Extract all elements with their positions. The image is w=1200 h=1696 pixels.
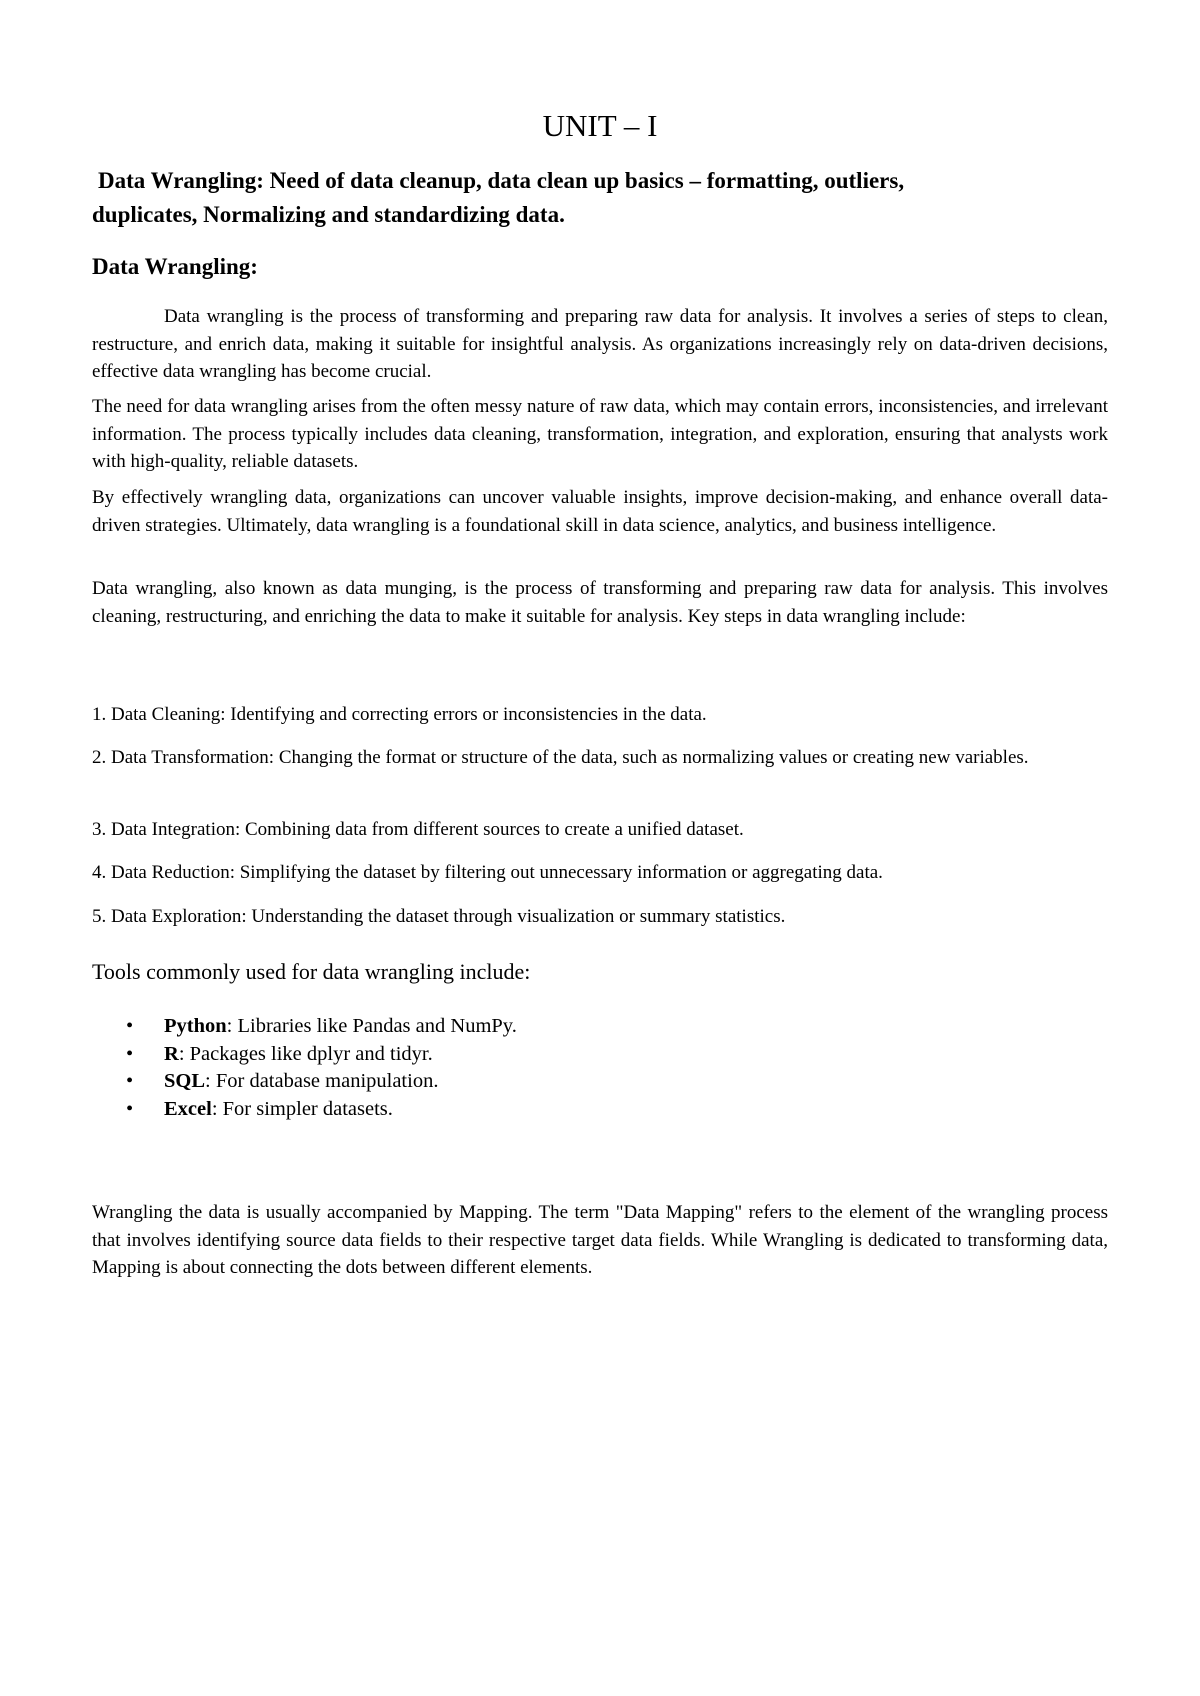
unit-title: UNIT – I [542, 108, 658, 143]
tool-description: : For database manipulation. [205, 1070, 439, 1092]
need-paragraph: The need for data wrangling arises from the often messy nature of raw data, which may contain errors, inconsistencies, and irrelevant information. The process typically includes data cleaning, transformation, integration, and exploration, ensuring that analysts work with high-quality, reliable datasets. [92, 396, 1108, 472]
subtitle-line-2: duplicates, Normalizing and standardizing data. [92, 202, 565, 227]
bullet-icon: • [126, 1070, 134, 1092]
topics-subtitle [92, 164, 1108, 232]
tool-description: : Packages like dplyr and tidyr. [178, 1042, 433, 1065]
step-item: 1. Data Cleaning: Identifying and correcting errors or inconsistencies in the data. [92, 704, 707, 725]
tools-intro: Tools commonly used for data wrangling include: [92, 959, 531, 984]
bullet-icon: • [126, 1015, 134, 1037]
tool-item [92, 1068, 517, 1096]
tool-name: R [164, 1042, 179, 1065]
tool-name: Excel [164, 1097, 212, 1120]
tool-name: SQL [164, 1070, 206, 1092]
tools-list [92, 1013, 517, 1123]
tool-item [92, 1013, 517, 1041]
step-item: 4. Data Reduction: Simplifying the dataset by filtering out unnecessary information or aggregating data. [92, 862, 883, 883]
step-item: 5. Data Exploration: Understanding the dataset through visualization or summary statistics. [92, 906, 786, 927]
step-item: 3. Data Integration: Combining data from different sources to create a unified dataset. [92, 819, 744, 840]
bullet-icon: • [126, 1042, 134, 1065]
tool-item [92, 1041, 517, 1069]
intro-paragraph: Data wrangling is the process of transforming and preparing raw data for analysis. It involves a series of steps to clean, restructure, and enrich data, making it suitable for insightful analysis. As organizations increasingly rely on data-driven decisions, effective data wrangling has become crucial. [92, 306, 1108, 382]
munging-paragraph: Data wrangling, also known as data munging, is the process of transforming and preparing raw data for analysis. This involves cleaning, restructuring, and enriching the data to make it suitable for analysis. Key steps in data wrangling include: [92, 578, 1108, 627]
tool-item [92, 1096, 517, 1124]
tool-description: : For simpler datasets. [211, 1097, 393, 1120]
section-heading: Data Wrangling: [92, 254, 258, 279]
subtitle-line-1: Data Wrangling: Need of data cleanup, data clean up basics – formatting, outliers, [98, 168, 905, 193]
benefits-paragraph: By effectively wrangling data, organizations can uncover valuable insights, improve decision-making, and enhance overall data-driven strategies. Ultimately, data wrangling is a foundational skill in data science, analytics, and business intelligence. [92, 487, 1108, 536]
mapping-paragraph: Wrangling the data is usually accompanied by Mapping. The term "Data Mapping" refers to the element of the wrangling process that involves identifying source data fields to their respective target data fields. While Wrangling is dedicated to transforming data, Mapping is about connecting the dots between different elements. [92, 1202, 1108, 1278]
tool-name: Python [164, 1015, 227, 1037]
bullet-icon: • [126, 1097, 134, 1120]
tool-description: : Libraries like Pandas and NumPy. [226, 1015, 517, 1037]
step-item: 2. Data Transformation: Changing the format or structure of the data, such as normalizing values or creating new variables. [92, 747, 1029, 768]
